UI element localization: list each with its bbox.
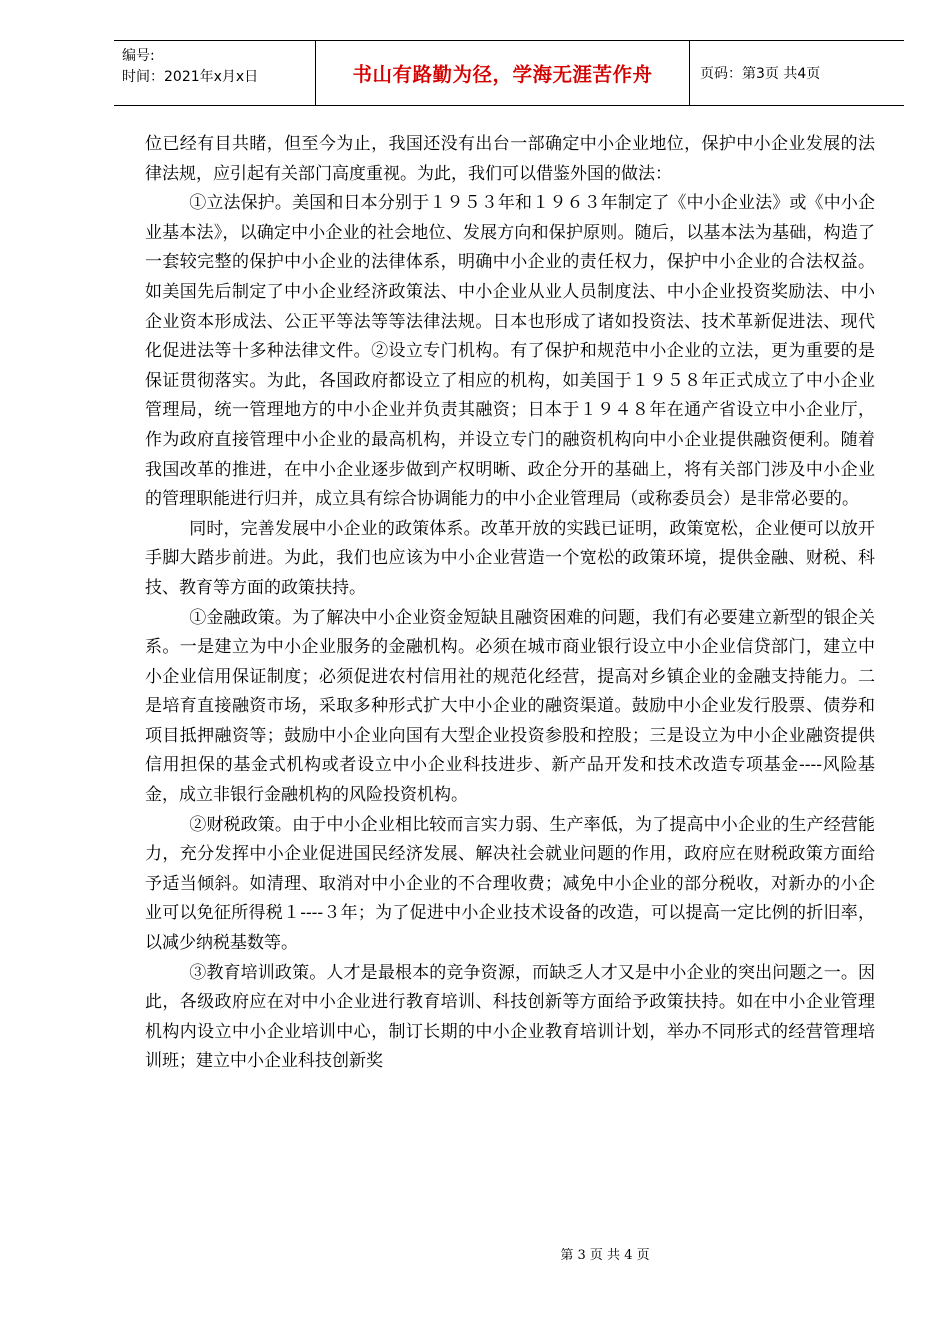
header-page-cell xyxy=(690,41,904,105)
page-code: 页码：第3页 共4页 xyxy=(700,66,821,82)
footer-page-number: 第 3 页 共 4 页 xyxy=(560,1248,650,1263)
header-meta-cell xyxy=(114,41,316,105)
paragraph: ①立法保护。美国和日本分别于１９５３年和１９６３年制定了《中小企业法》或《中小企业基本法》，以确定中小企业的社会地位、发展方向和保护原则。随后，以基本法为基础，构造了一套较完整的保护中小企业的法律体系，明确中小企业的责任权力，保护中小企业的合法权益。如美国先后制定了中小企业经济政策法、中小企业从业人员制度法、中小企业投资奖励法、中小企业资本形成法、公正平等法等等法律法规。日本也形成了诸如投资法、技术革新促进法、现代化促进法等十多种法律文件。②设立专门机构。有了保护和规范中小企业的立法，更为重要的是保证贯彻落实。为此，各国政府都设立了相应的机构，如美国于１９５８年正式成立了中小企业管理局，统一管理地方的中小企业并负责其融资；日本于１９４８年在通产省设立中小企业厅，作为政府直接管理中小企业的最高机构，并设立专门的融资机构向中小企业提供融资便利。随着我国改革的推进，在中小企业逐步做到产权明晰、政企分开的基础上，将有关部门涉及中小企业的管理职能进行归并，成立具有综合协调能力的中小企业管理局（或称委员会）是非常必要的。 xyxy=(145,193,875,510)
header-motto-cell xyxy=(316,41,690,105)
date-label: 时间：2021年x月x日 xyxy=(122,69,259,85)
page-header xyxy=(114,40,904,106)
document-body xyxy=(145,130,875,1077)
paragraph: ①金融政策。为了解决中小企业资金短缺且融资困难的问题，我们有必要建立新型的银企关系。一是建立为中小企业服务的金融机构。必须在城市商业银行设立中小企业信贷部门，建立中小企业信用保证制度；必须促进农村信用社的规范化经营，提高对乡镇企业的金融支持能力。二是培育直接融资市场，采取多种形式扩大中小企业的融资渠道。鼓励中小企业发行股票、债券和项目抵押融资等；鼓励中小企业向国有大型企业投资参股和控股；三是设立为中小企业融资提供信用担保的基金式机构或者设立中小企业科技进步、新产品开发和技术改造专项基金----风险基金，成立非银行金融机构的风险投资机构。 xyxy=(145,607,875,806)
paragraph: ③教育培训政策。人才是最根本的竞争资源，而缺乏人才又是中小企业的突出问题之一。因此，各级政府应在对中小企业进行教育培训、科技创新等方面给予政策扶持。如在中小企业管理机构内设立中小企业培训中心，制订长期的中小企业教育培训计划，举办不同形式的经营管理培训班；建立中小企业科技创新奖 xyxy=(145,962,875,1072)
paragraph: 同时，完善发展中小企业的政策体系。改革开放的实践已证明，政策宽松，企业便可以放开手脚大踏步前进。为此，我们也应该为中小企业营造一个宽松的政策环境，提供金融、财税、科技、教育等方面的政策扶持。 xyxy=(145,518,875,598)
page-footer xyxy=(0,1244,950,1263)
serial-label: 编号: xyxy=(122,48,155,64)
motto: 书山有路勤为径，学海无涯苦作舟 xyxy=(352,63,653,86)
paragraph: 位已经有目共睹，但至今为止，我国还没有出台一部确定中小企业地位，保护中小企业发展的法律法规，应引起有关部门高度重视。为此，我们可以借鉴外国的做法： xyxy=(145,134,875,184)
paragraph: ②财税政策。由于中小企业相比较而言实力弱、生产率低，为了提高中小企业的生产经营能力，充分发挥中小企业促进国民经济发展、解决社会就业问题的作用，政府应在财税政策方面给予适当倾斜。如清理、取消对中小企业的不合理收费；减免中小企业的部分税收，对新办的小企业可以免征所得税１----３年；为了促进中小企业技术设备的改造，可以提高一定比例的折旧率，以减少纳税基数等。 xyxy=(145,814,875,954)
